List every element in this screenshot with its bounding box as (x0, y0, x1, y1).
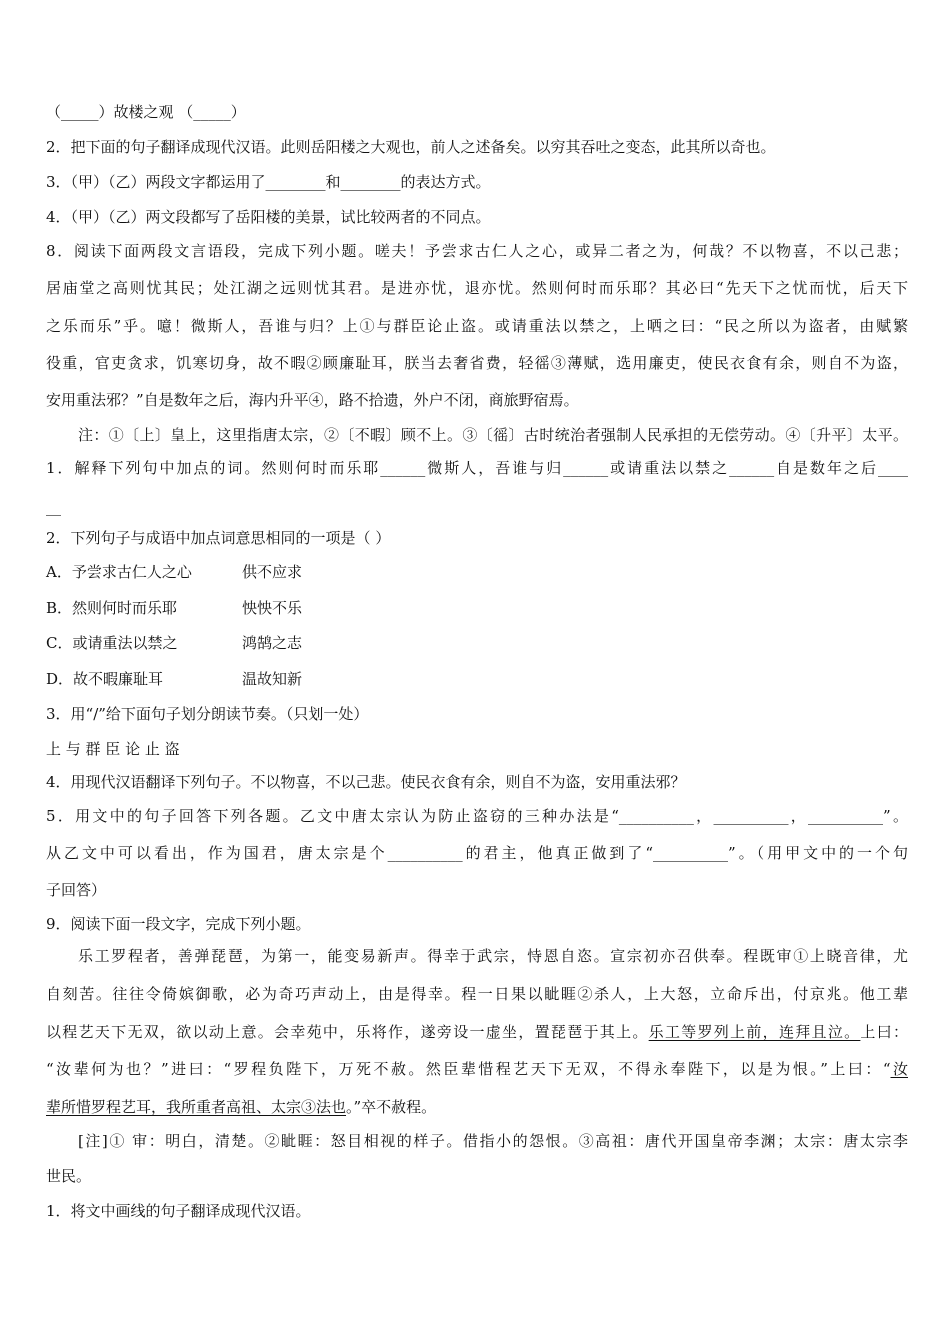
option-c-label: C．或请重法以禁之 (46, 634, 178, 652)
question-3-expression: 3．（甲）（乙）两段文字都运用了________和________的表达方式。 (46, 173, 491, 191)
passage-8-line-2: 居庙堂之高则忧其民；处江湖之远则忧其君。是进亦忧，退亦忧。然则何时而乐耶？其必曰“先天下之忧而忧，后天下 (46, 279, 908, 297)
question-8-5-line-3: 子回答） (46, 881, 107, 899)
passage-9-line-4-start: “汝辈何为也？”进曰：“罗程负陛下，万死不赦。然臣辈惜程艺天下无双，不得永奉陛下，以是为恨。”上曰：“ (46, 1060, 891, 1078)
passage-8-line-4: 役重，官吏贪求，饥寒切身，故不暇②顾廉耻耳，朕当去奢省费，轻徭③薄赋，选用廉吏，使民衣食有余，则自不为盗， (46, 354, 908, 372)
option-d-label: D．故不暇廉耻耳 (46, 670, 164, 688)
question-8-3-sentence: 上 与 群 臣 论 止 盗 (46, 740, 180, 758)
question-8-5-line-1: 5．用文中的句子回答下列各题。乙文中唐太宗认为防止盗窃的三种办法是“__________，__________，__________”。 (46, 807, 908, 825)
question-8-2-stem: 2．下列句子与成语中加点词意思相同的一项是（ ） (46, 529, 391, 547)
passage-9-line-5 (46, 1097, 908, 1117)
passage-9-line-3-start: 以程艺天下无双，欲以动上意。会幸苑中，乐将作，遂旁设一虚坐，置琵琶于其上。 (46, 1023, 649, 1041)
passage-8-notes: 注：①〔上〕皇上，这里指唐太宗，②〔不暇〕顾不上。③〔徭〕古时统治者强制人民承担的无偿劳动。④〔升平〕太平。 (78, 426, 908, 444)
question-8-4-translate: 4．用现代汉语翻译下列句子。不以物喜，不以己悲。使民衣食有余，则自不为盗，安用重法邪？ (46, 773, 686, 791)
question-8-5-line-2: 从乙文中可以看出，作为国君，唐太宗是个__________的君主，他真正做到了“__________”。（用甲文中的一个句 (46, 844, 908, 862)
passage-9-notes-line-1: [注]① 审：明白，清楚。②眦睚：怒目相视的样子。借指小的怨恨。③高祖：唐代开国皇帝李渊；太宗：唐太宗李 (78, 1132, 908, 1150)
passage-8-line-3: 之乐而乐”乎。噫！微斯人，吾谁与归？上①与群臣论止盗。或请重法以禁之，上哂之曰：“民之所以为盗者，由赋繁 (46, 317, 908, 335)
question-8-3-rhythm: 3．用“/”给下面句子划分朗读节奏。（只划一处） (46, 705, 369, 723)
option-b-idiom: 怏怏不乐 (242, 599, 303, 617)
option-a-label: A．予尝求古仁人之心 (46, 563, 192, 581)
option-b-label: B．然则何时而乐耶 (46, 599, 178, 617)
passage-8-line-1: 8．阅读下面两段文言语段，完成下列小题。嗟夫！予尝求古仁人之心，或异二者之为，何哉？不以物喜，不以己悲； (46, 242, 908, 260)
question-2-translate: 2．把下面的句子翻译成现代汉语。此则岳阳楼之大观也，前人之述备矣。以穷其吞吐之变态，此其所以奇也。 (46, 138, 776, 156)
passage-9-line-2: 自刻苦。往往令倚嫔御歌，必为奇巧声动上，由是得幸。程一日果以眦睚②杀人，上大怒，立命斥出，付京兆。他工辈 (46, 985, 908, 1003)
question-8-1-explain: 1．解释下列句中加点的词。然则何时而乐耶______微斯人，吾谁与归______或请重法以禁之______自是数年之后____ (46, 459, 908, 477)
passage-9-notes-line-2: 世民。 (46, 1167, 92, 1185)
option-a-idiom: 供不应求 (242, 563, 303, 581)
option-c-idiom: 鸿鹄之志 (242, 634, 303, 652)
underlined-sentence-1: 乐工等罗列上前，连拜且泣。 (648, 1023, 861, 1041)
question-4-compare: 4．（甲）（乙）两文段都写了岳阳楼的美景，试比较两者的不同点。 (46, 208, 491, 226)
underlined-sentence-2-end: 辈所惜罗程艺耳，我所重者高祖、太宗③法也 (46, 1098, 347, 1116)
passage-9-line-4 (46, 1059, 908, 1079)
passage-9-line-5-end: 。”卒不赦程。 (346, 1098, 437, 1116)
option-d-idiom: 温故知新 (242, 670, 303, 688)
question-8-1-continuation: __ (46, 498, 61, 516)
question-9-1-translate: 1．将文中画线的句子翻译成现代汉语。 (46, 1202, 311, 1220)
passage-9-line-3 (46, 1022, 908, 1042)
underlined-sentence-2-start: 汝 (890, 1060, 908, 1078)
blank-line-answers: （_____）故楼之观 （_____） (46, 103, 246, 121)
passage-8-line-5: 安用重法邪？”自是数年之后，海内升平④，路不拾遗，外户不闭，商旅野宿焉。 (46, 391, 579, 409)
passage-9-line-3-end: 上曰： (860, 1023, 908, 1041)
passage-9-line-1: 乐工罗程者，善弹琵琶，为第一，能变易新声。得幸于武宗，恃恩自恣。宣宗初亦召供奉。程既审①上晓音律，尤 (78, 947, 908, 965)
question-9-stem: 9．阅读下面一段文字，完成下列小题。 (46, 915, 311, 933)
